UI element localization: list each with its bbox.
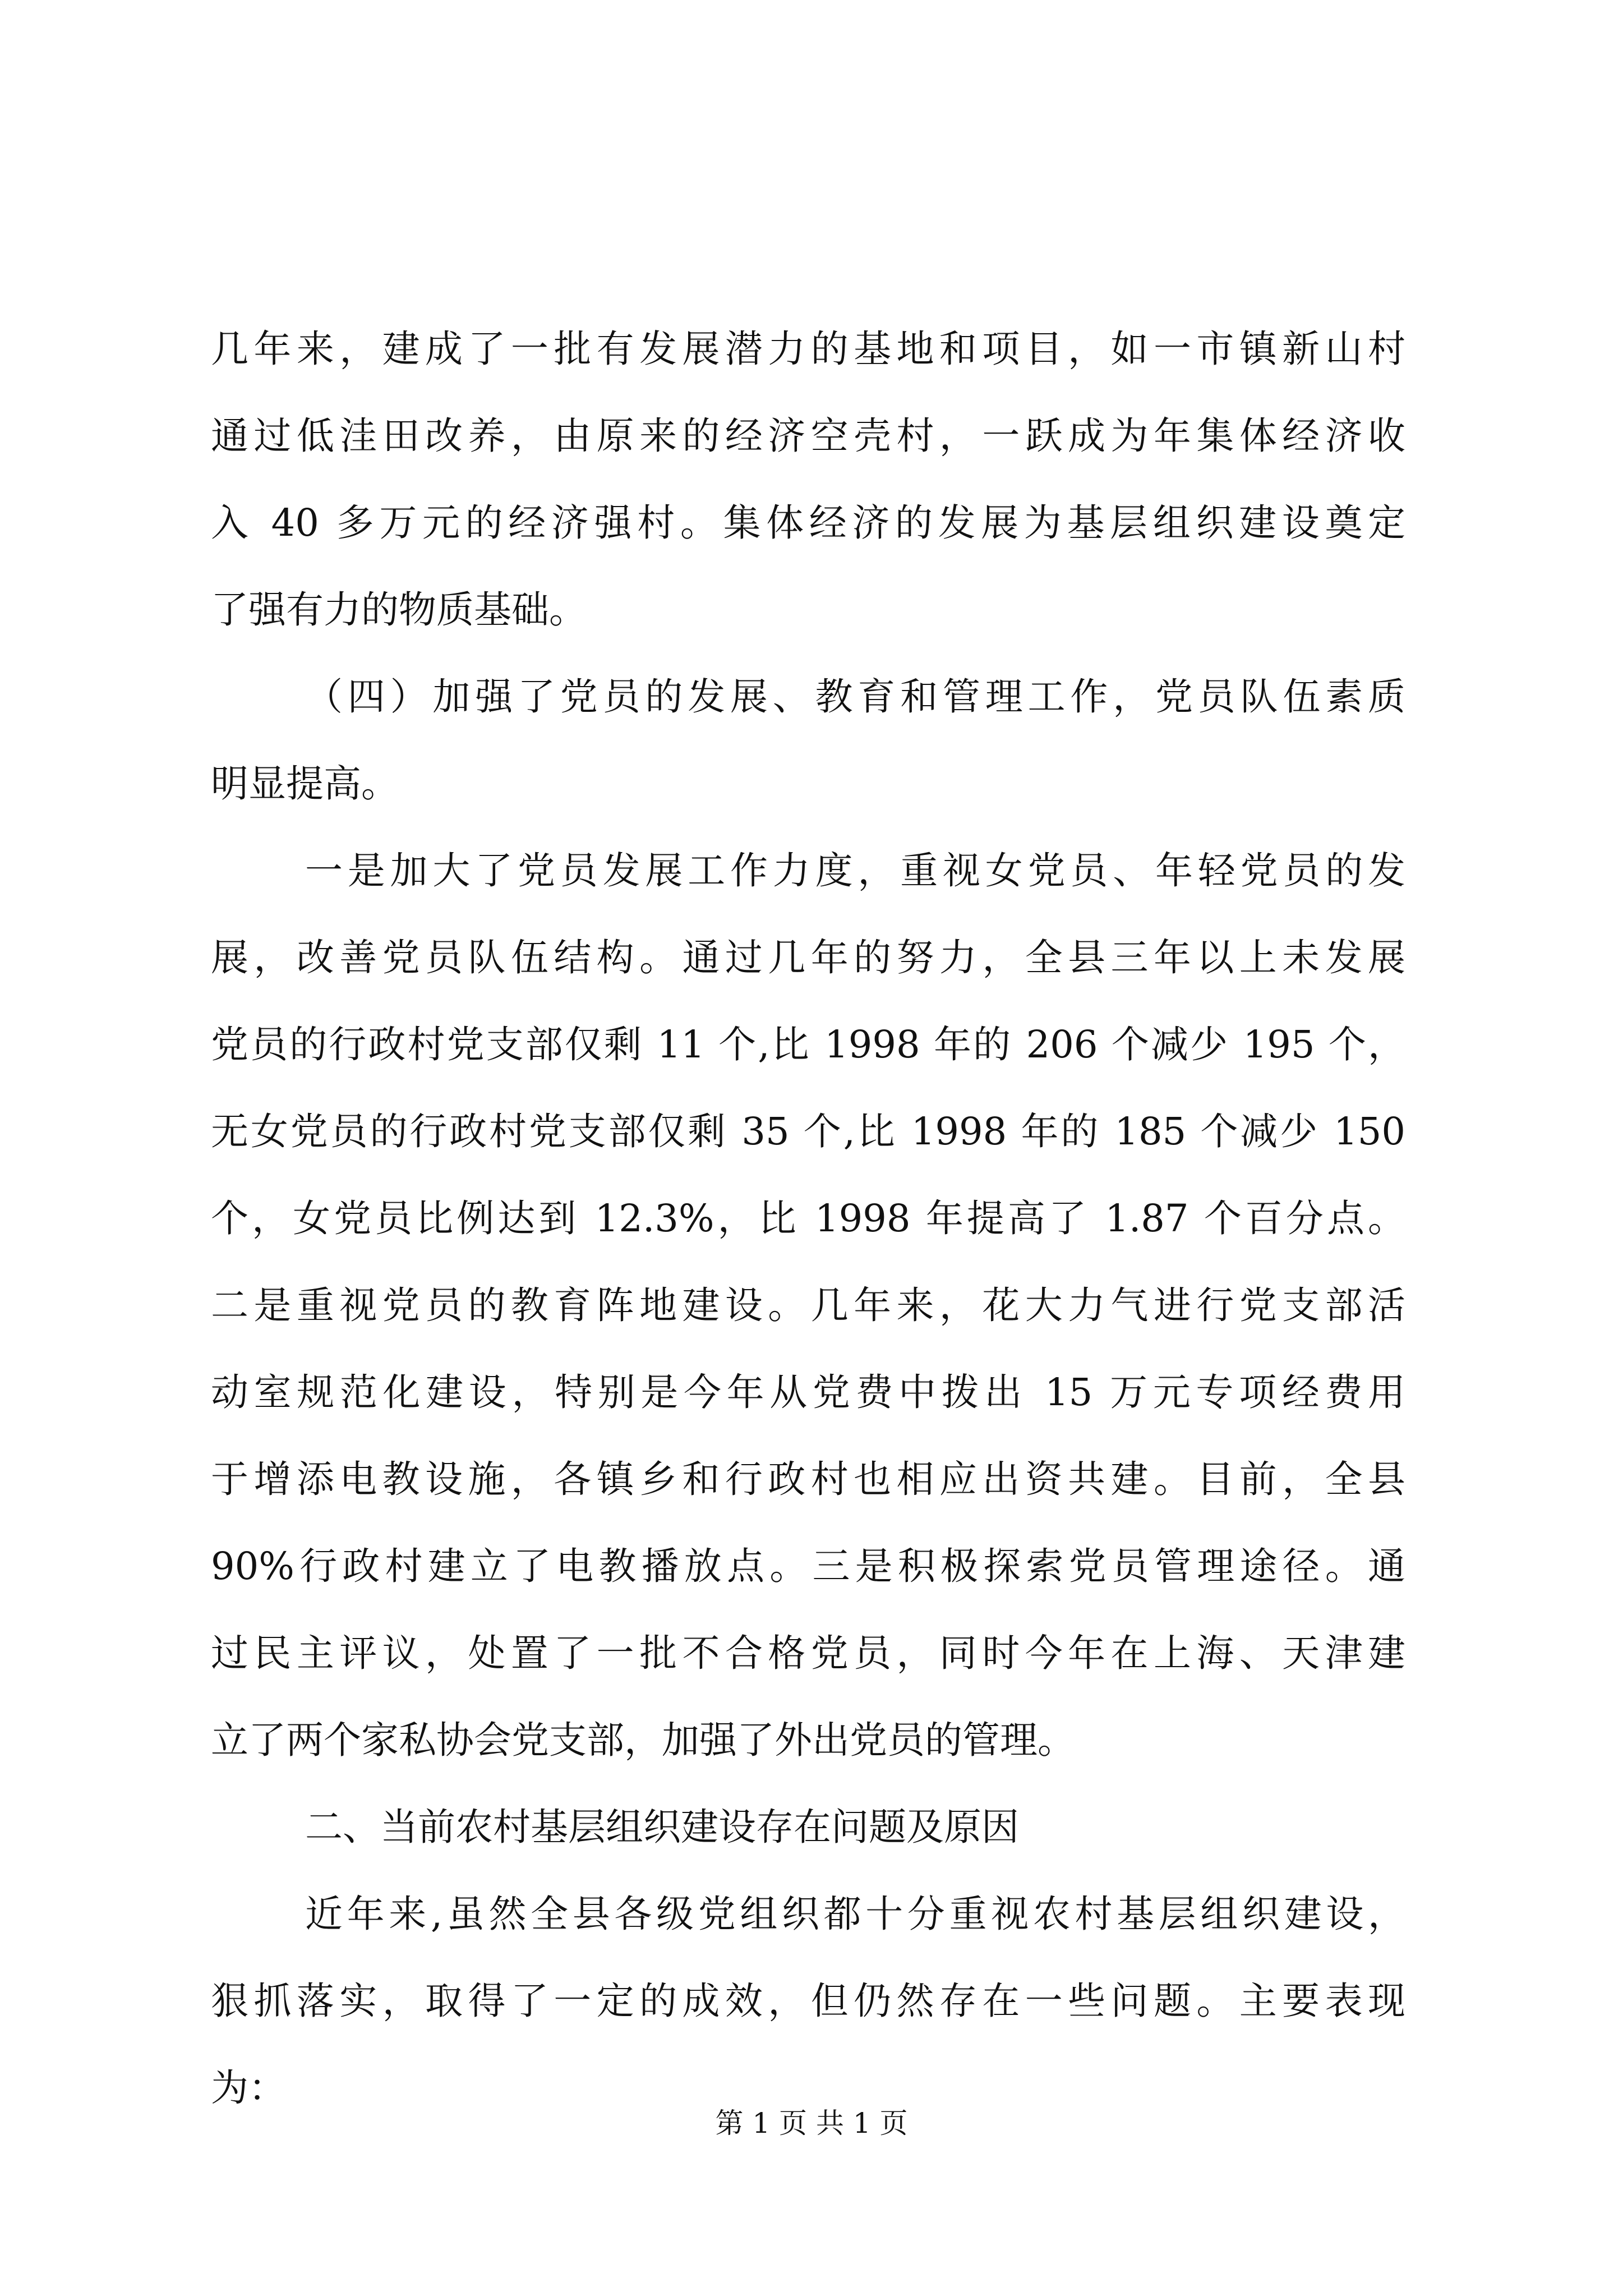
text-line: 二是重视党员的教育阵地建设。几年来，花大力气进行党支部活	[211, 1283, 1405, 1327]
text-line: 无女党员的行政村党支部仅剩 35 个,比 1998 年的 185 个减少 150	[211, 1110, 1405, 1153]
text-line: 一是加大了党员发展工作力度，重视女党员、年轻党员的发	[305, 849, 1405, 892]
text-line: 展，改善党员队伍结构。通过几年的努力，全县三年以上未发展	[211, 936, 1405, 979]
text-line: 通过低洼田改养，由原来的经济空壳村，一跃成为年集体经济收	[211, 414, 1405, 458]
section-heading-line: 明显提高。	[211, 762, 399, 806]
text-line: 党员的行政村党支部仅剩 11 个,比 1998 年的 206 个减少 195 个，	[211, 1023, 1405, 1066]
document-body	[211, 306, 1405, 2132]
page-number-footer: 第 1 页 共 1 页	[715, 2107, 908, 2139]
text-line: 90%行政村建立了电教播放点。三是积极探索党员管理途径。通	[211, 1544, 1405, 1588]
text-line: 了强有力的物质基础。	[211, 588, 587, 632]
text-line: 为：	[211, 2066, 286, 2110]
text-line: 近年来,虽然全县各级党组织都十分重视农村基层组织建设，	[305, 1892, 1405, 1936]
text-line: 过民主评议，处置了一批不合格党员，同时今年在上海、天津建	[211, 1631, 1405, 1675]
text-line: 于增添电教设施，各镇乡和行政村也相应出资共建。目前，全县	[211, 1457, 1405, 1501]
text-line: 几年来，建成了一批有发展潜力的基地和项目，如一市镇新山村	[211, 327, 1405, 371]
text-line: 立了两个家私协会党支部，加强了外出党员的管理。	[211, 1718, 1075, 1762]
text-line: 入 40 多万元的经济强村。集体经济的发展为基层组织建设奠定	[211, 501, 1405, 545]
text-line: 个，女党员比例达到 12.3%，比 1998 年提高了 1.87 个百分点。	[211, 1197, 1405, 1240]
section-heading-line: （四）加强了党员的发展、教育和管理工作，党员队伍素质	[305, 675, 1405, 719]
paragraph-text	[211, 306, 1405, 2132]
text-line: 狠抓落实，取得了一定的成效，但仍然存在一些问题。主要表现	[211, 1979, 1405, 2023]
section-heading-line: 二、当前农村基层组织建设存在问题及原因	[305, 1805, 1019, 1849]
text-line: 动室规范化建设，特别是今年从党费中拨出 15 万元专项经费用	[211, 1370, 1405, 1414]
